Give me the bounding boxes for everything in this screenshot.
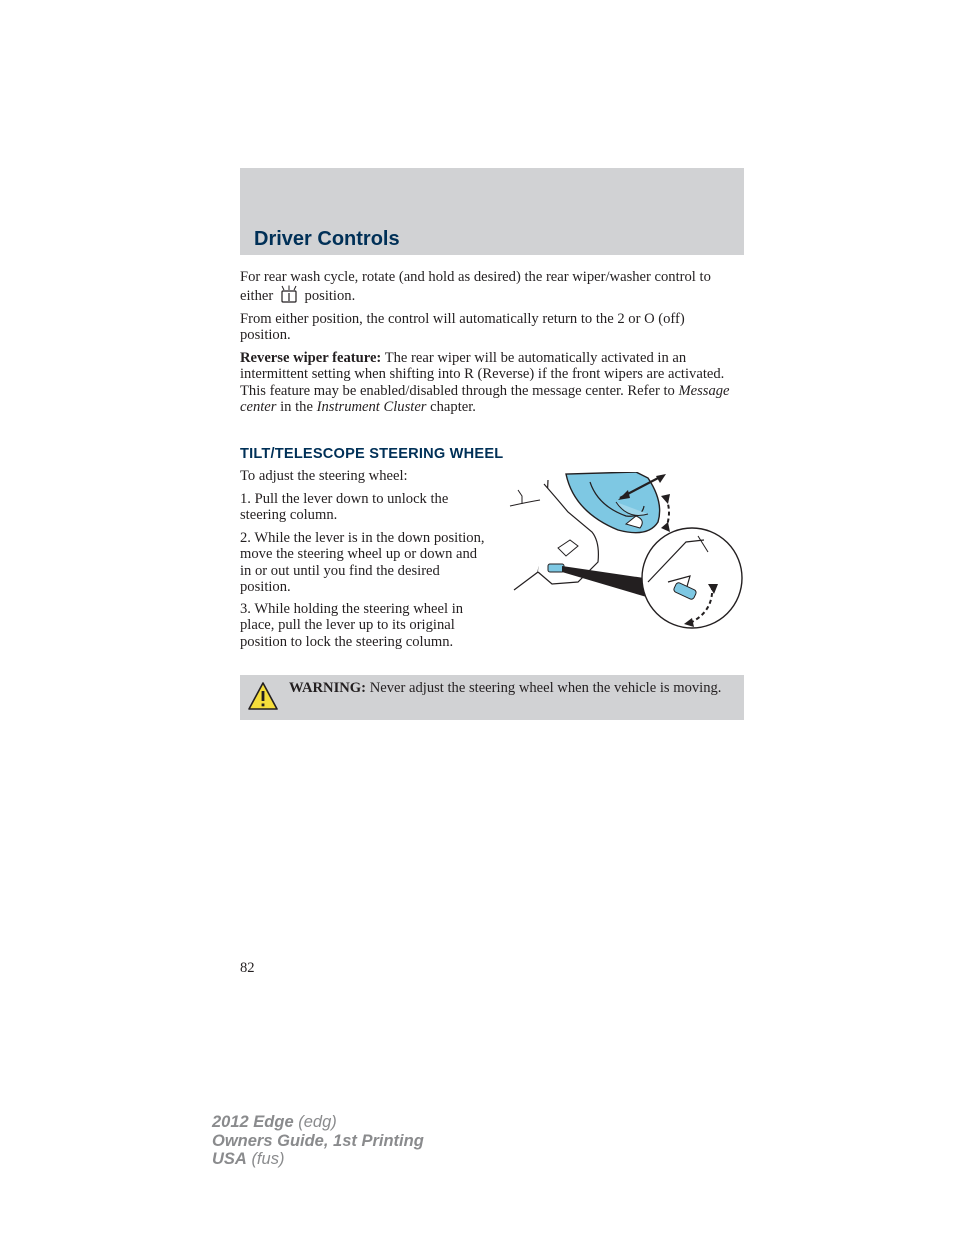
reverse-wiper-paragraph xyxy=(240,350,736,416)
warning-message: Never adjust the steering wheel when the vehicle is moving. xyxy=(369,680,722,696)
footer-region-code: (fus) xyxy=(251,1150,285,1168)
footer-imprint xyxy=(212,1113,424,1169)
reverse-wiper-end: chapter. xyxy=(430,399,476,416)
reverse-wiper-mid: in the xyxy=(280,399,313,416)
footer-model: 2012 Edge xyxy=(212,1113,294,1131)
section-heading: TILT/TELESCOPE STEERING WHEEL xyxy=(240,446,504,462)
warning-text xyxy=(289,680,733,696)
footer-model-code: (edg) xyxy=(298,1113,337,1131)
page-title: Driver Controls xyxy=(254,228,400,250)
warning-label: WARNING: xyxy=(289,680,367,696)
footer-region: USA xyxy=(212,1150,247,1168)
warning-triangle-icon xyxy=(247,681,279,711)
return-position-paragraph: From either position, the control will automatically return to the 2 or O (off) position. xyxy=(240,311,685,344)
rear-wash-paragraph xyxy=(240,269,736,305)
instrument-cluster-ref: Instrument Cluster xyxy=(316,399,427,416)
rear-wash-text: For rear wash cycle, rotate (and hold as desired) the rear wiper/washer control to either xyxy=(240,269,711,305)
steering-wheel-illustration xyxy=(508,472,746,632)
step-2: 2. While the lever is in the down position, move the steering wheel up or down and in or out until you find the desired position. xyxy=(240,530,485,596)
reverse-wiper-lead: Reverse wiper feature: xyxy=(240,350,382,366)
message-center-ref: Message center xyxy=(240,382,730,416)
steering-lead: To adjust the steering wheel: xyxy=(240,468,408,484)
reverse-wiper-body: The rear wiper will be automatically activated in an intermittent setting when shifting into R (Reverse) if the front wipers are activated. This feature may be enabled/disabled through the message center. Refer to xyxy=(240,350,725,399)
washer-icon xyxy=(279,285,299,303)
step-1: 1. Pull the lever down to unlock the steering column. xyxy=(240,491,449,524)
section-header-band xyxy=(240,168,744,255)
warning-box xyxy=(240,675,744,720)
step-3: 3. While holding the steering wheel in place, pull the lever up to its original position to lock the steering column. xyxy=(240,601,464,650)
page-number: 82 xyxy=(240,960,255,976)
footer-guide: Owners Guide, 1st Printing xyxy=(212,1131,424,1150)
rear-wash-text-end: position. xyxy=(304,288,356,305)
